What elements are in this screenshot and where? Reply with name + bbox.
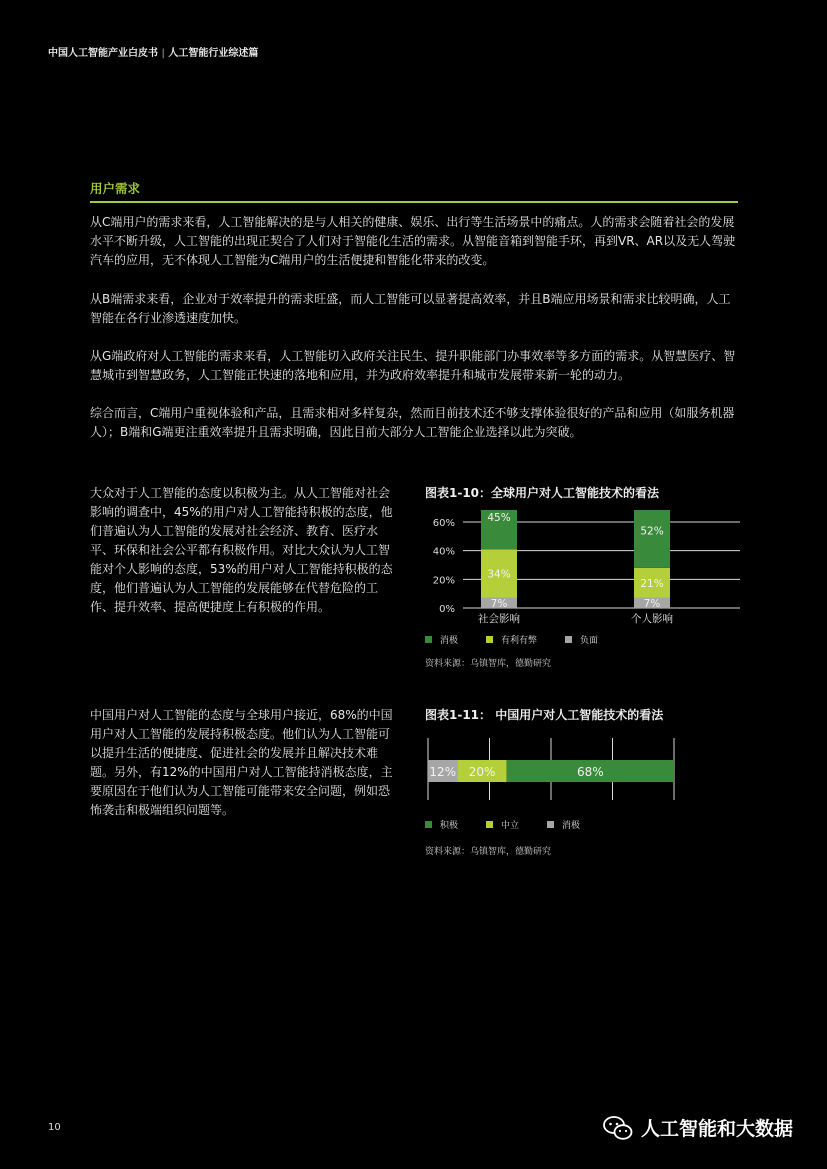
paragraph-summary: 综合而言，C端用户重视体验和产品，且需求相对多样复杂，然而目前技术还不够支撑体验很好的产品和应用（如服务机器人）；B端和G端更注重效率提升且需求明确，因此目前大部分人工智能企业选择以此为突破。 <box>90 406 735 439</box>
brand-watermark <box>603 1114 793 1141</box>
chapter-title: 人工智能行业综述篇 <box>168 48 259 59</box>
chart-china-attitude <box>425 738 745 800</box>
wechat-icon <box>603 1115 633 1141</box>
data-label: 7% <box>490 597 508 610</box>
data-label: 52% <box>640 525 664 538</box>
figure1-legend <box>425 633 626 646</box>
section-title: 用户需求 <box>90 181 141 196</box>
y-tick-label: 20% <box>432 575 455 587</box>
legend-label: 负面 <box>580 636 599 646</box>
legend-swatch <box>486 636 493 643</box>
brand-name: 人工智能和大数据 <box>641 1118 794 1140</box>
figure2-title: 图表1-11： 中国用户对人工智能技术的看法 <box>425 708 664 722</box>
x-tick-label: 个人影响 <box>631 613 673 625</box>
legend-item <box>486 818 519 831</box>
data-label: 20% <box>468 765 496 779</box>
legend-label: 积极 <box>440 821 459 831</box>
paragraph-b-end: 从B端需求来看，企业对于效率提升的需求旺盛，而人工智能可以显著提高效率，并且B端应用场景和需求比较明确，人工智能在各行业渗透速度加快。 <box>90 292 731 325</box>
legend-swatch <box>486 821 493 828</box>
legend-item <box>565 633 598 646</box>
data-label: 45% <box>487 511 511 524</box>
figure1-title: 图表1-10：全球用户对人工智能技术的看法 <box>425 486 660 500</box>
header-divider: | <box>161 48 165 59</box>
data-label: 34% <box>487 568 511 581</box>
page-number: 10 <box>48 1122 61 1133</box>
bar-segment <box>634 510 670 568</box>
legend-swatch <box>547 821 554 828</box>
legend-item <box>425 818 458 831</box>
legend-item <box>486 633 537 646</box>
legend-swatch <box>425 636 432 643</box>
y-tick-label: 0% <box>439 604 455 615</box>
legend-label: 消极 <box>440 636 459 646</box>
text-global-attitude: 大众对于人工智能的态度以积极为主。从人工智能对社会影响的调查中，45%的用户对人工智能持积极的态度，他们普遍认为人工智能的发展对社会经济、教育、医疗水平、环保和社会公平都有积极作用。对比大众认为人工智能对个人影响的态度，53%的用户对人工智能持积极的态度，他们普遍认为人工智能的发展能够在代替危险的工作、提升效率、提高便捷度上有积极的作用。 <box>90 486 393 614</box>
x-tick-label: 社会影响 <box>478 613 520 625</box>
legend-item <box>547 818 580 831</box>
data-label: 12% <box>429 765 457 779</box>
data-label: 68% <box>577 765 604 779</box>
figure2-legend <box>425 818 608 831</box>
section-divider <box>90 201 738 203</box>
data-label: 21% <box>640 577 664 590</box>
paragraph-g-end: 从G端政府对人工智能的需求来看，人工智能切入政府关注民生、提升职能部门办事效率等多方面的需求。从智慧医疗、智慧城市到智慧政务，人工智能正快速的落地和应用，并为政府效率提升和城市发展带来新一轮的动力。 <box>90 349 736 382</box>
figure1-source: 资料来源：乌镇智库，德勤研究 <box>425 659 552 669</box>
text-china-attitude: 中国用户对人工智能的态度与全球用户接近，68%的中国用户对人工智能的发展持积极态度。他们认为人工智能可以提升生活的便捷度、促进社会的发展并且解决技术难题。另外，有12%的中国用户对人工智能持消极态度，主要原因在于他们认为人工智能可能带来安全问题，例如恐怖袭击和极端组织问题等。 <box>90 708 393 817</box>
paragraph-c-end: 从C端用户的需求来看，人工智能解决的是与人相关的健康、娱乐、出行等生活场景中的痛点。人的需求会随着社会的发展水平不断升级，人工智能的出现正契合了人们对于智能化生活的需求。从智能音箱到智能手环，再到VR、AR以及无人驾驶汽车的应用，无不体现人工智能为C端用户的生活便捷和智能化带来的改变。 <box>90 215 736 267</box>
y-tick-label: 60% <box>432 518 455 529</box>
data-label: 7% <box>643 597 661 610</box>
book-title: 中国人工智能产业白皮书 <box>48 48 158 59</box>
legend-item <box>425 633 458 646</box>
y-tick-label: 40% <box>432 546 455 558</box>
running-header <box>48 44 258 59</box>
chart-global-attitude <box>425 510 745 628</box>
figure2-source: 资料来源：乌镇智库，德勤研究 <box>425 847 552 857</box>
legend-swatch <box>425 821 432 828</box>
legend-label: 有利有弊 <box>501 636 538 646</box>
legend-swatch <box>565 636 572 643</box>
legend-label: 中立 <box>501 821 520 831</box>
legend-label: 消极 <box>562 821 581 831</box>
